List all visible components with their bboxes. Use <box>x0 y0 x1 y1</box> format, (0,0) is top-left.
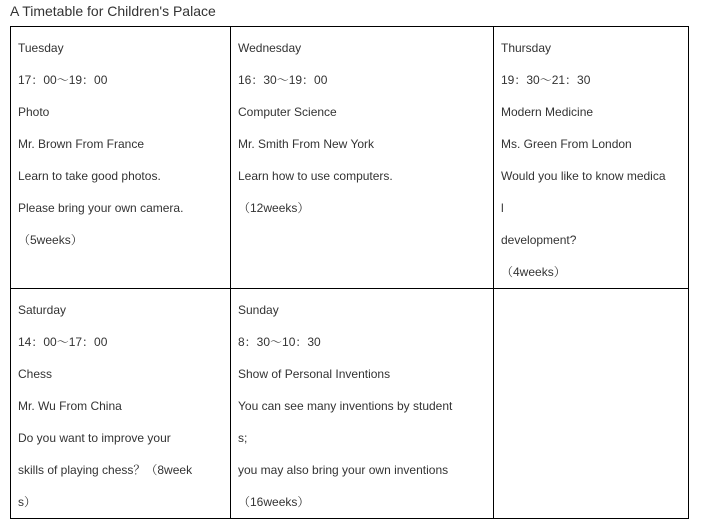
duration: s） <box>18 495 37 509</box>
description: Please bring your own camera. <box>18 201 184 215</box>
tuesday-cell <box>11 27 231 289</box>
course-name: Photo <box>18 105 50 119</box>
teacher: Ms. Green From London <box>501 137 632 151</box>
course-name: Chess <box>18 367 53 381</box>
teacher: Mr. Wu From China <box>18 399 122 413</box>
course-name: Computer Science <box>238 105 337 119</box>
duration: （12weeks） <box>238 201 310 215</box>
duration: （4weeks） <box>501 265 566 279</box>
day-label: Tuesday <box>18 41 64 55</box>
timetable <box>10 26 689 519</box>
description: s; <box>238 431 248 445</box>
description: you may also bring your own inventions <box>238 463 449 477</box>
table-row <box>11 27 689 289</box>
description: Do you want to improve your <box>18 431 171 445</box>
day-label: Wednesday <box>238 41 302 55</box>
description: development? <box>501 233 577 247</box>
teacher: Mr. Smith From New York <box>238 137 375 151</box>
time-range: 17：00～19：00 <box>18 73 108 87</box>
saturday-cell <box>11 289 231 519</box>
course-name: Show of Personal Inventions <box>238 367 391 381</box>
duration: （16weeks） <box>238 495 310 509</box>
description: Learn to take good photos. <box>18 169 161 183</box>
description: Learn how to use computers. <box>238 169 393 183</box>
day-label: Sunday <box>238 303 279 317</box>
day-label: Thursday <box>501 41 552 55</box>
empty-cell <box>494 289 689 519</box>
wednesday-cell <box>231 27 494 289</box>
course-name: Modern Medicine <box>501 105 594 119</box>
table-row <box>11 289 689 519</box>
time-range: 8：30～10：30 <box>238 335 321 349</box>
teacher: Mr. Brown From France <box>18 137 145 151</box>
description: Would you like to know medica <box>501 169 666 183</box>
thursday-cell <box>494 27 689 289</box>
time-range: 19：30～21：30 <box>501 73 591 87</box>
duration: （5weeks） <box>18 233 83 247</box>
description: You can see many inventions by student <box>238 399 453 413</box>
time-range: 14：00～17：00 <box>18 335 108 349</box>
description: l <box>501 201 504 215</box>
time-range: 16：30～19：00 <box>238 73 328 87</box>
description: skills of playing chess？（8week <box>18 463 193 477</box>
day-label: Saturday <box>18 303 67 317</box>
sunday-cell <box>231 289 494 519</box>
page-title: A Timetable for Children's Palace <box>10 3 216 19</box>
